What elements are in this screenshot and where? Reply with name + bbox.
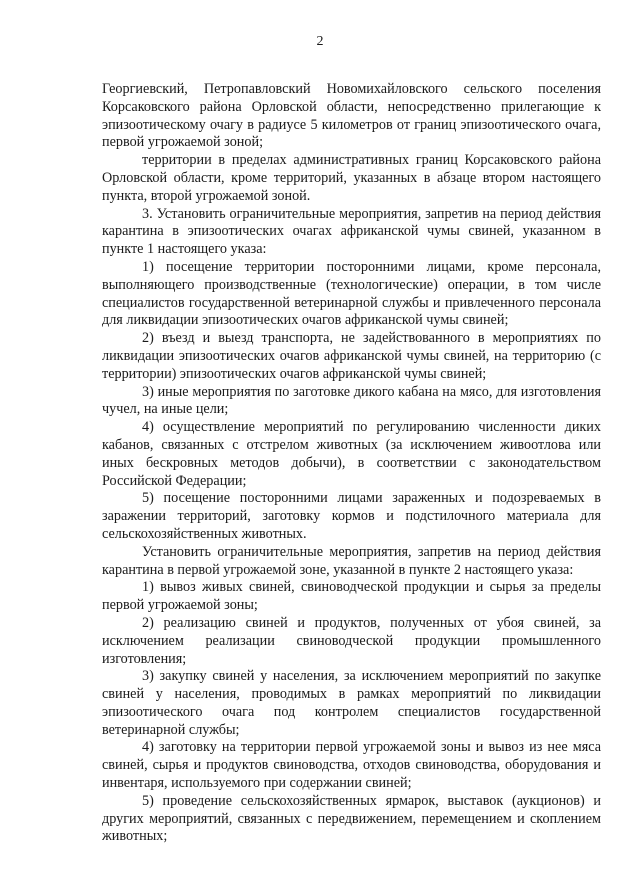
page-number: 2 (316, 34, 324, 49)
paragraph: 1) вывоз живых свиней, свиноводческой продукции и сырья за пределы первой угрожаемой зоны; (102, 579, 601, 614)
document-body (102, 81, 601, 846)
paragraph: 1) посещение территории посторонними лицами, кроме персонала, выполняющего производственные (технологические) операции, в том числе специалистов государственной ветеринарной службы и привлеченного персонала для ликвидации эпизоотических очагов африканской чумы свиней; (102, 258, 601, 329)
paragraph: территории в пределах административных границ Корсаковского района Орловской области, кроме территорий, указанных в абзаце втором настоящего пункта, второй угрожаемой зоной. (102, 152, 601, 204)
paragraph: Установить ограничительные мероприятия, запретив на период действия карантина в первой угрожаемой зоне, указанной в пункте 2 настоящего указа: (102, 543, 601, 578)
paragraph: 3. Установить ограничительные мероприятия, запретив на период действия карантина в эпизоотических очагах африканской чумы свиней, указанном в пункте 1 настоящего указа: (102, 205, 601, 258)
paragraph: 5) проведение сельскохозяйственных ярмарок, выставок (аукционов) и других мероприятий, связанных с передвижением, перемещением и скоплением животных; (102, 792, 601, 845)
paragraph: 4) заготовку на территории первой угрожаемой зоны и вывоз из нее мяса свиней, сырья и продуктов свиноводства, отходов свиноводства, оборудования и инвентаря, используемого при содержании свиней; (102, 739, 601, 792)
paragraph: 2) реализацию свиней и продуктов, полученных от убоя свиней, за исключением реализации свиноводческой продукции промышленного изготовления; (102, 614, 601, 667)
paragraph: 3) иные мероприятия по заготовке дикого кабана на мясо, для изготовления чучел, на иные цели; (102, 383, 601, 418)
paragraph: 4) осуществление мероприятий по регулированию численности диких кабанов, связанных с отстрелом животных (за исключением живоотлова или иных бескровных методов добычи), в соответствии с законодательством Российской Федерации; (102, 419, 601, 489)
paragraph: 3) закупку свиней у населения, за исключением мероприятий по закупке свиней у населения, проводимых в рамках мероприятий по ликвидации эпизоотического очага под контролем специалистов государственной ветеринарной службы; (102, 668, 601, 738)
paragraph: 5) посещение посторонними лицами зараженных и подозреваемых в заражении территорий, заготовку кормов и подстилочного материала для сельскохозяйственных животных. (102, 490, 601, 542)
paragraph: Георгиевский, Петропавловский Новомихайловского сельского поселения Корсаковского района Орловской области, непосредственно прилегающие к эпизоотическому очагу в радиусе 5 километров от границ эпизоотического очага, первой угрожаемой зоной; (102, 81, 601, 151)
paragraph: 2) въезд и выезд транспорта, не задействованного в мероприятиях по ликвидации эпизоотических очагов африканской чумы свиней, на территорию (с территории) эпизоотических очагов африканской чумы свиней; (102, 330, 601, 382)
